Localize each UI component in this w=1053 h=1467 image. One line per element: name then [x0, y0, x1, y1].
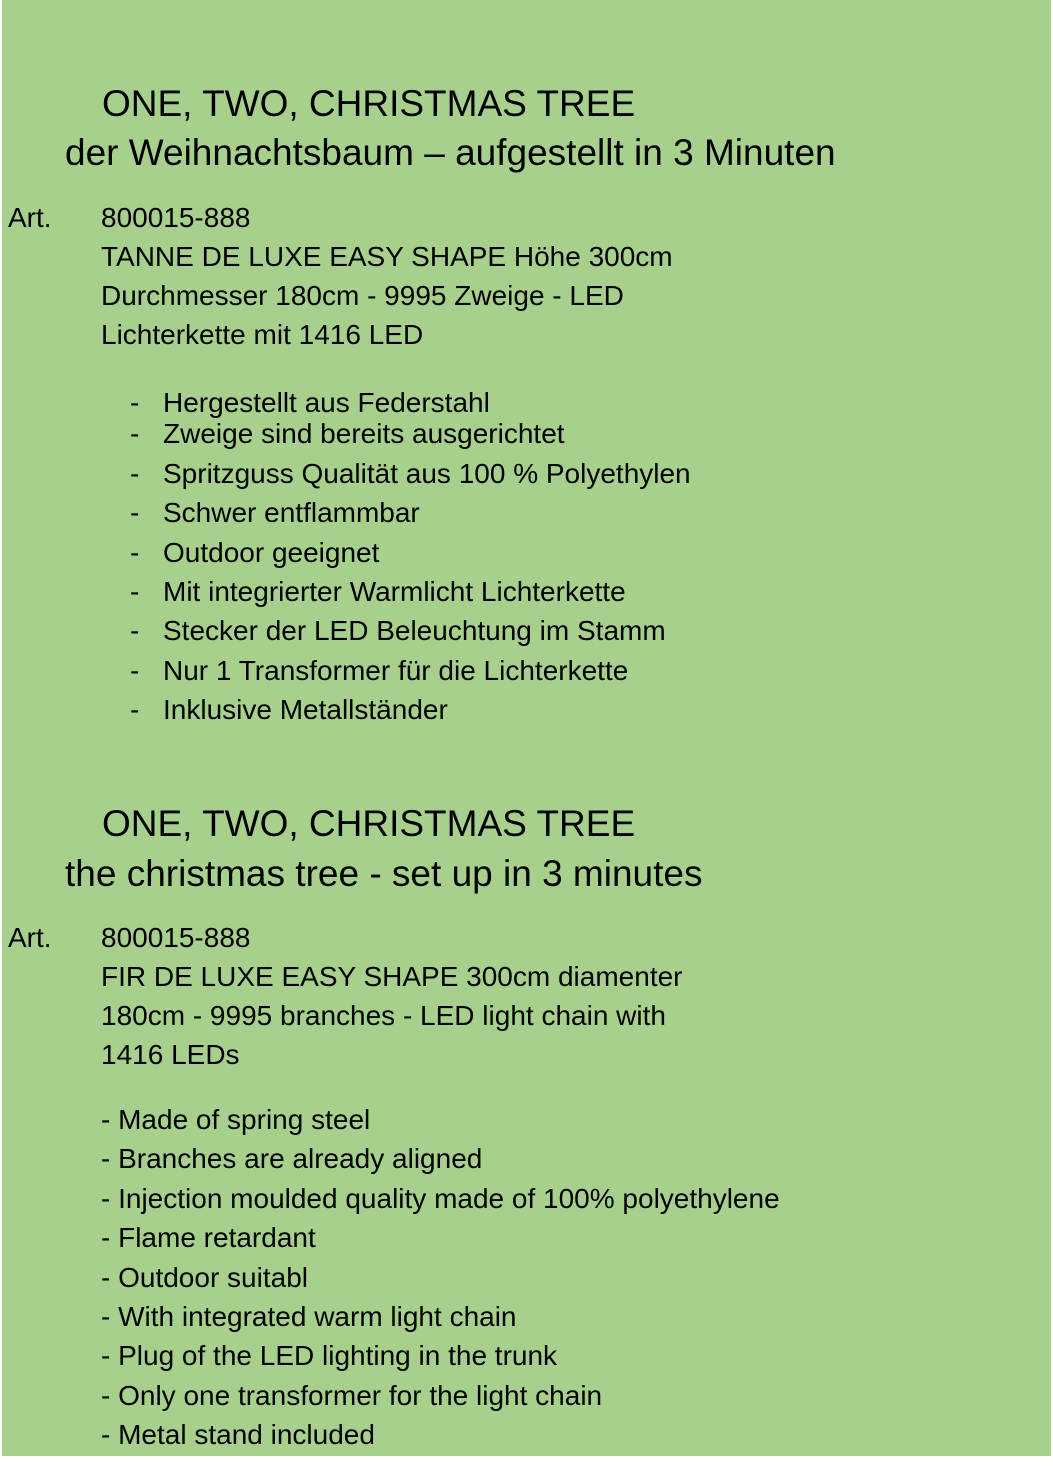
german-description-line: Durchmesser 180cm - 9995 Zweige - LED: [101, 280, 624, 311]
german-feature-text: Stecker der LED Beleuchtung im Stamm: [163, 615, 666, 647]
bullet-dash: -: [130, 654, 140, 686]
german-art-number: 800015-888: [101, 202, 251, 233]
english-feature-item: - Injection moulded quality made of 100% polyethylene: [101, 1182, 780, 1214]
german-description: [101, 198, 673, 354]
german-feature-text: Zweige sind bereits ausgerichtet: [163, 418, 565, 450]
bullet-dash: -: [130, 418, 140, 450]
english-feature-item: - Outdoor suitabl: [101, 1261, 308, 1293]
english-description-line: 1416 LEDs: [101, 1039, 240, 1070]
product-sheet: [2, 0, 1051, 1456]
german-title: ONE, TWO, CHRISTMAS TREE: [102, 83, 636, 124]
english-art-number: 800015-888: [101, 922, 251, 953]
english-feature-item: - Metal stand included: [101, 1419, 375, 1451]
german-feature-text: Outdoor geeignet: [163, 536, 380, 568]
german-feature-text: Hergestellt aus Federstahl: [163, 387, 490, 418]
english-description-line: FIR DE LUXE EASY SHAPE 300cm diamenter: [101, 961, 683, 992]
bullet-dash: -: [130, 536, 140, 568]
german-subtitle: der Weihnachtsbaum – aufgestellt in 3 Minuten: [65, 132, 836, 173]
bullet-dash: -: [130, 575, 140, 607]
german-art-label: Art.: [8, 202, 52, 233]
english-feature-item: - Only one transformer for the light chain: [101, 1379, 603, 1411]
german-feature-text: Inklusive Metallständer: [163, 694, 448, 726]
bullet-dash: -: [130, 457, 140, 489]
bullet-dash: -: [130, 497, 140, 529]
german-description-line: TANNE DE LUXE EASY SHAPE Höhe 300cm: [101, 241, 673, 272]
german-feature-text: Mit integrierter Warmlicht Lichterkette: [163, 575, 626, 607]
german-description-line: Lichterkette mit 1416 LED: [101, 319, 424, 350]
english-feature-item: - Flame retardant: [101, 1222, 316, 1254]
english-title: ONE, TWO, CHRISTMAS TREE: [102, 803, 636, 844]
bullet-dash: -: [130, 615, 140, 647]
english-subtitle: the christmas tree - set up in 3 minutes: [65, 853, 703, 894]
english-art-label: Art.: [8, 922, 52, 953]
german-feature-text: Nur 1 Transformer für die Lichterkette: [163, 654, 629, 686]
german-feature-text: Spritzguss Qualität aus 100 % Polyethylen: [163, 457, 691, 489]
english-description: [101, 918, 683, 1074]
english-description-line: 180cm - 9995 branches - LED light chain with: [101, 1000, 666, 1031]
english-feature-list: [101, 1100, 780, 1455]
bullet-dash: -: [130, 694, 140, 726]
english-feature-item: - Plug of the LED lighting in the trunk: [101, 1340, 558, 1372]
english-feature-item: - With integrated warm light chain: [101, 1300, 517, 1332]
german-feature-text: Schwer entflammbar: [163, 497, 420, 529]
english-feature-item: - Branches are already aligned: [101, 1143, 483, 1175]
english-feature-item: - Made of spring steel: [101, 1104, 371, 1135]
bullet-dash: -: [130, 387, 140, 418]
